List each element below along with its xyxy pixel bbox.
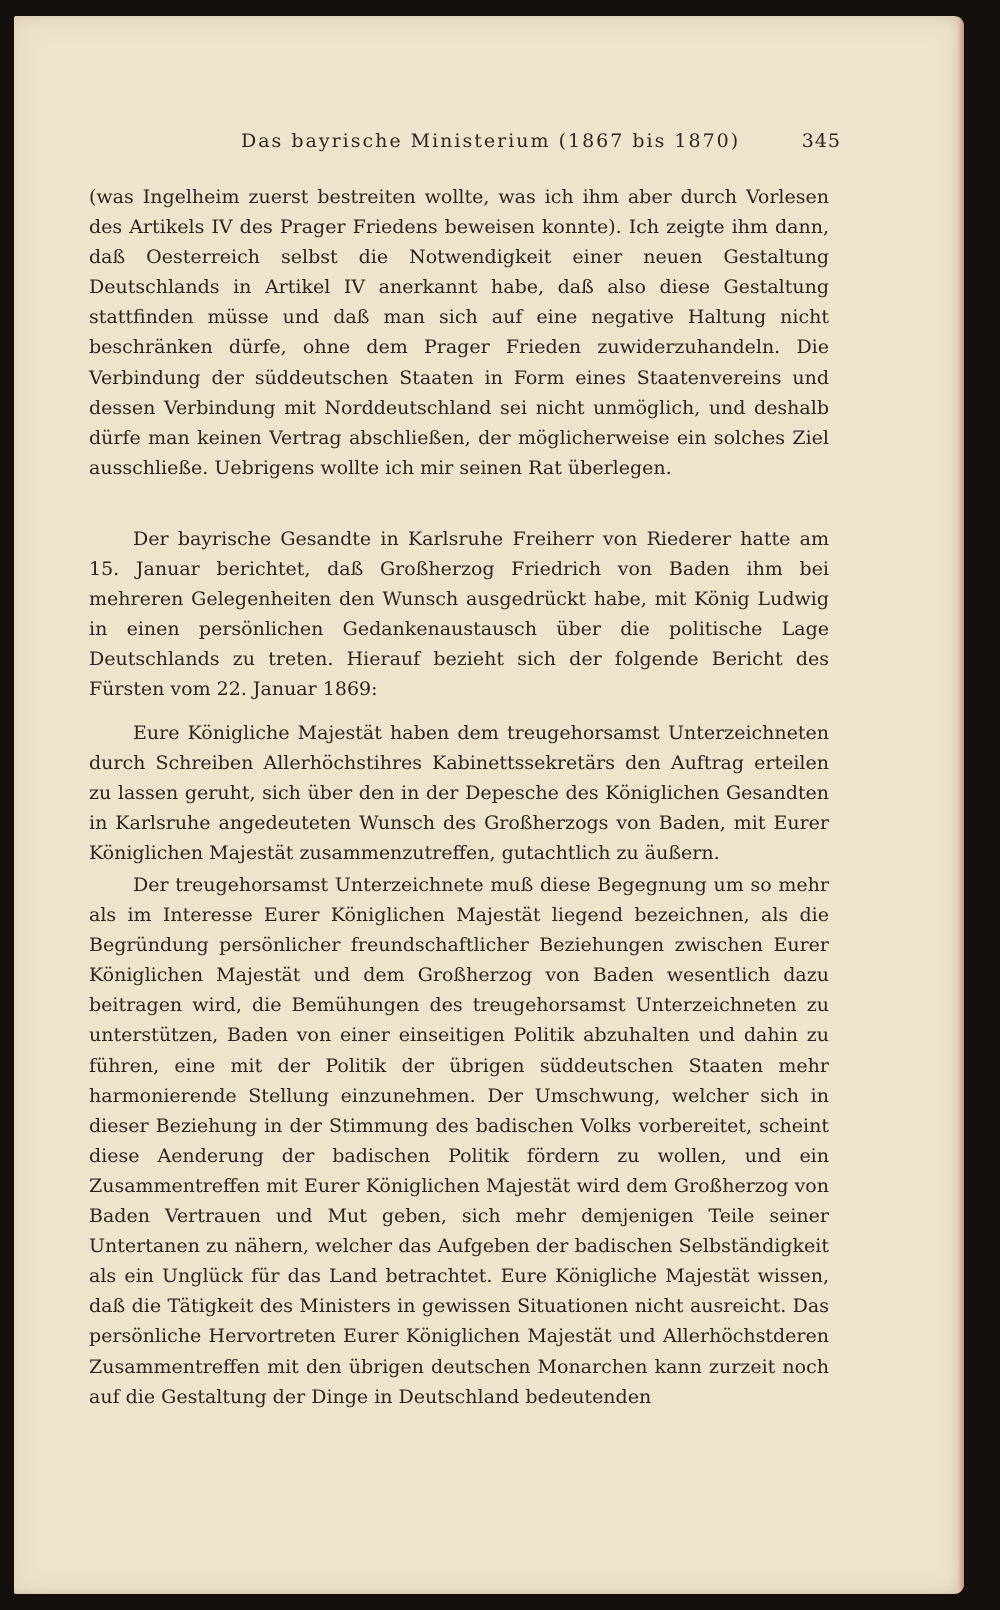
paragraph-report-opening: Eure Königliche Majestät haben dem treugehorsamst Unterzeichneten durch Schreiben Allerhöchstihres Kabinettssekretärs den Auftrag erteilen zu lassen geruht, sich über den in der Depesche des Königlichen Gesandten in Karlsruhe angedeuteten Wunsch des Großherzogs von Baden, mit Eurer Königlichen Majestät zusammenzutreffen, gutachtlich zu äußern.	[89, 722, 829, 865]
page-number: 345	[801, 130, 841, 152]
book-page	[14, 16, 964, 1594]
paragraph-intro: Der bayrische Gesandte in Karlsruhe Freiherr von Riederer hatte am 15. Januar berichtet, daß Großherzog Friedrich von Baden ihm bei mehreren Gelegenheiten den Wunsch ausgedrückt habe, mit König Ludwig in einen persönlichen Gedankenaustausch über die politische Lage Deutschlands zu treten. Hierauf bezieht sich der folgende Bericht des Fürsten vom 22. Januar 1869:	[89, 528, 829, 701]
paragraph-continuation: (was Ingelheim zuerst bestreiten wollte, was ich ihm aber durch Vorlesen des Artikels IV des Prager Friedens beweisen konnte). Ich zeigte ihm dann, daß Oesterreich selbst die Notwendigkeit einer neuen Gestaltung Deutschlands in Artikel IV anerkannt habe, daß also diese Gestaltung stattfinden müsse und daß man sich auf eine negative Haltung nicht beschränken dürfe, ohne dem Prager Frieden zuwiderzuhandeln. Die Verbindung der süddeutschen Staaten in Form eines Staatenvereins und dessen Verbindung mit Norddeutschland sei nicht unmöglich, und deshalb dürfe man keinen Vertrag abschließen, der möglicherweise ein solches Ziel ausschließe. Uebrigens wollte ich mir seinen Rat überlegen.	[89, 186, 829, 479]
page-edge	[958, 16, 964, 1594]
paragraph-report-body: Der treugehorsamst Unterzeichnete muß diese Begegnung um so mehr als im Interesse Eurer Königlichen Majestät liegend bezeichnen, als die Begründung persönlicher freundschaftlicher Beziehungen zwischen Eurer Königlichen Majestät und dem Großherzog von Baden wesentlich dazu beitragen wird, die Bemühungen des treugehorsamst Unterzeichneten zu unterstützen, Baden von einer einseitigen Politik abzuhalten und dahin zu führen, eine mit der Politik der übrigen süddeutschen Staaten mehr harmonierende Stellung einzunehmen. Der Umschwung, welcher sich in dieser Beziehung in der Stimmung des badischen Volks vorbereitet, scheint diese Aenderung der badischen Politik fördern zu wollen, und ein Zusammentreffen mit Eurer Königlichen Majestät wird dem Großherzog von Baden Vertrauen und Mut geben, sich mehr demjenigen Teile seiner Untertanen zu nähern, welcher das Aufgeben der badischen Selbständigkeit als ein Unglück für das Land betrachtet. Eure Königliche Majestät wissen, daß die Tätigkeit des Ministers in gewissen Situationen nicht ausreicht. Das persönliche Hervortreten Eurer Königlichen Majestät und Allerhöchstderen Zusammentreffen mit den übrigen deutschen Monarchen kann zurzeit noch auf die Gestaltung der Dinge in Deutschland bedeutenden	[89, 874, 829, 1408]
running-head	[241, 128, 841, 162]
running-title: Das bayrische Ministerium (1867 bis 1870)	[241, 130, 741, 152]
